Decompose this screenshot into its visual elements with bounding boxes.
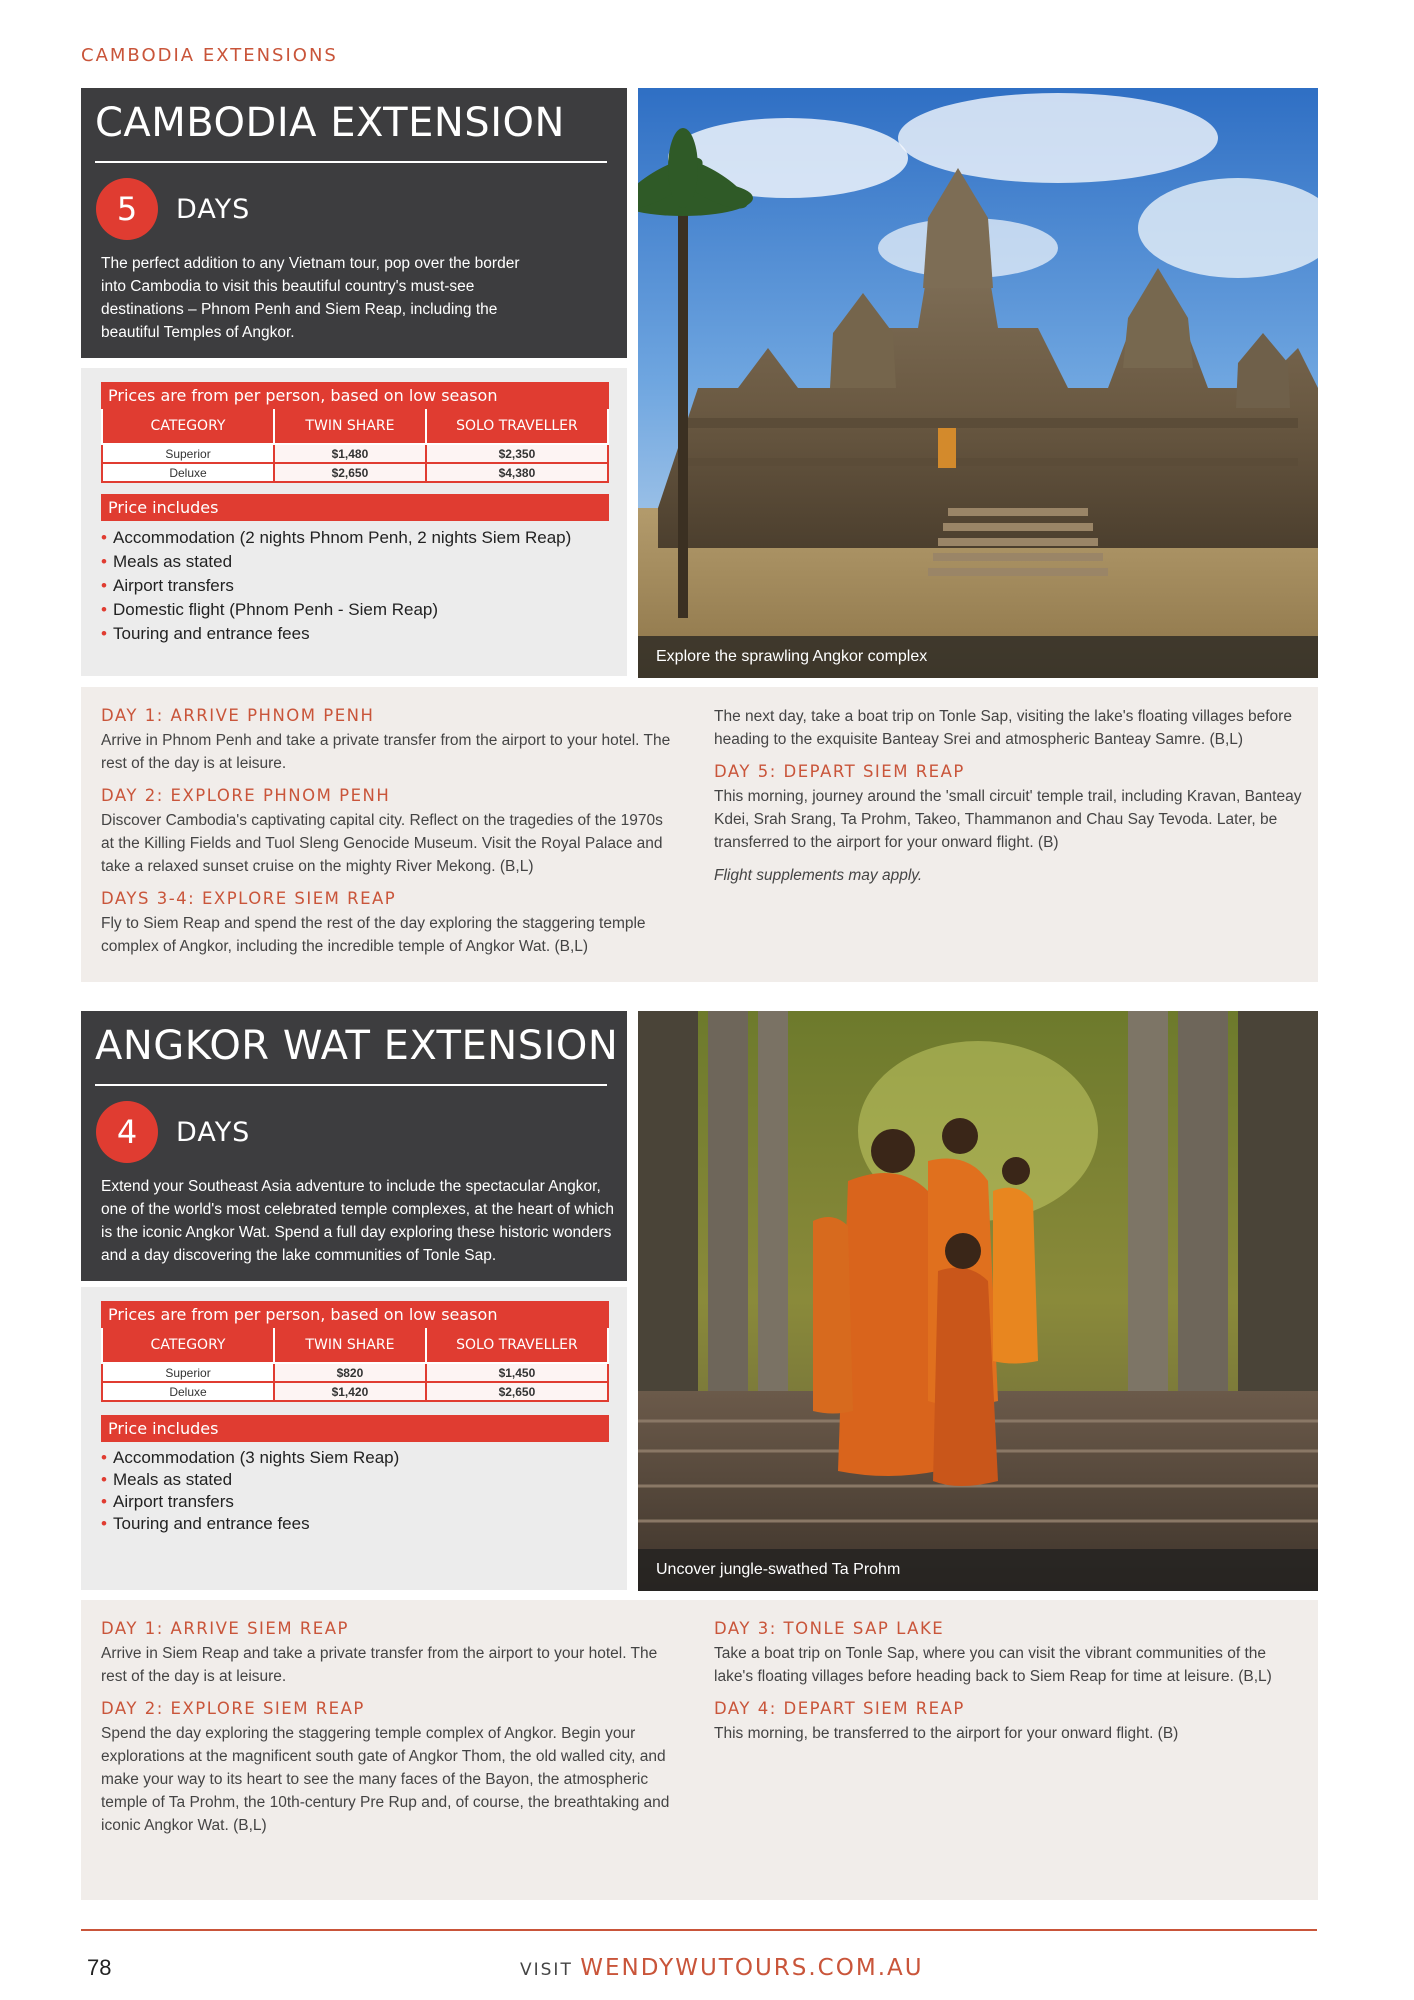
col-twin-share: TWIN SHARE (274, 1328, 426, 1363)
itinerary-right-column (714, 1618, 1304, 1755)
row-category: Deluxe (102, 1382, 274, 1401)
tour2-includes-heading: Price includes (101, 1415, 609, 1442)
list-item: • Touring and entrance fees (101, 622, 571, 646)
table-row (102, 444, 608, 463)
tour1-prices-heading: Prices are from per person, based on low season (101, 382, 609, 409)
itinerary-left-column (101, 1618, 686, 1847)
tour1-days-label: DAYS (176, 194, 251, 225)
itinerary-left-column (101, 705, 671, 968)
tour1-itinerary (81, 687, 1318, 982)
day-title: DAY 1: ARRIVE SIEM REAP (101, 1619, 349, 1638)
tour2-itinerary (81, 1600, 1318, 1900)
row-solo-price: $1,450 (426, 1363, 608, 1382)
day-text: The next day, take a boat trip on Tonle Sap, visiting the lake's floating villages before heading to the exquisite Banteay Srei and atmospheric Banteay Samre. (B,L) (714, 708, 1292, 748)
tour2-days-label: DAYS (176, 1117, 251, 1148)
row-category: Superior (102, 1363, 274, 1382)
tour2-title-rule (95, 1084, 607, 1086)
day-title: DAY 2: EXPLORE PHNOM PENH (101, 786, 391, 805)
row-solo-price: $4,380 (426, 463, 608, 482)
ta-prohm-monks-photo (638, 1011, 1318, 1591)
row-twin-price: $1,480 (274, 444, 426, 463)
day-text: Take a boat trip on Tonle Sap, where you can visit the vibrant communities of the lake's floating villages before heading back to Siem Reap for time at leisure. (B,L) (714, 1645, 1272, 1685)
list-item: • Airport transfers (101, 1491, 399, 1513)
day-title: DAY 1: ARRIVE PHNOM PENH (101, 706, 375, 725)
tour2-title-block (81, 1011, 627, 1281)
tour2-prices-heading: Prices are from per person, based on low season (101, 1301, 609, 1328)
tour2-includes-list (101, 1447, 399, 1535)
section-label: CAMBODIA EXTENSIONS (81, 45, 338, 66)
row-solo-price: $2,350 (426, 444, 608, 463)
page-number: 78 (87, 1955, 112, 1980)
col-solo-traveller: SOLO TRAVELLER (426, 1328, 608, 1363)
row-solo-price: $2,650 (426, 1382, 608, 1401)
day-title: DAY 5: DEPART SIEM REAP (714, 762, 965, 781)
footer-visit (520, 1955, 924, 1981)
itinerary-right-column (714, 705, 1304, 897)
tour1-title: CAMBODIA EXTENSION (95, 100, 565, 146)
day-text: This morning, be transferred to the airport for your onward flight. (B) (714, 1725, 1179, 1742)
table-header-row (102, 1328, 608, 1363)
day-text: This morning, journey around the 'small circuit' temple trail, including Kravan, Banteay Kdei, Srah Srang, Ta Prohm, Takeo, Thammanon and Chau Say Tevoda. Later, be transferred to the airport for your onward flight. (B) (714, 788, 1302, 851)
day-text: Discover Cambodia's captivating capital city. Reflect on the tragedies of the 1970s at the Killing Fields and Tuol Sleng Genocide Museum. Visit the Royal Palace and take a relaxed sunset cruise on the mighty River Mekong. (B,L) (101, 812, 663, 875)
row-category: Deluxe (102, 463, 274, 482)
list-item: • Domestic flight (Phnom Penh - Siem Reap) (101, 598, 571, 622)
list-item: • Accommodation (2 nights Phnom Penh, 2 nights Siem Reap) (101, 526, 571, 550)
day-title: DAY 3: TONLE SAP LAKE (714, 1619, 945, 1638)
day-text: Arrive in Siem Reap and take a private transfer from the airport to your hotel. The rest of the day is at leisure. (101, 1645, 658, 1685)
tour2-intro: Extend your Southeast Asia adventure to include the spectacular Angkor, one of the world's most celebrated temple complexes, at the heart of which is the iconic Angkor Wat. Spend a full day exploring these historic wonders and a day discovering the lake communities of Tonle Sap. (101, 1178, 615, 1264)
angkor-temple-photo (638, 88, 1318, 678)
col-category: CATEGORY (102, 409, 274, 444)
tour1-includes-list (101, 526, 571, 646)
tour1-price-table (101, 409, 609, 483)
tour2-price-table (101, 1328, 609, 1402)
day-title: DAY 4: DEPART SIEM REAP (714, 1699, 965, 1718)
temple-illustration (638, 88, 1318, 678)
table-header-row (102, 409, 608, 444)
table-row (102, 1382, 608, 1401)
row-twin-price: $820 (274, 1363, 426, 1382)
tour1-intro: The perfect addition to any Vietnam tour, pop over the border into Cambodia to visit this beautiful country's must-see destinations – Phnom Penh and Siem Reap, including the beautiful Temples of Angkor. (101, 255, 520, 341)
col-twin-share: TWIN SHARE (274, 409, 426, 444)
day-title: DAYS 3-4: EXPLORE SIEM REAP (101, 889, 397, 908)
tour2-price-panel (81, 1287, 627, 1590)
photo-caption: Explore the sprawling Angkor complex (638, 636, 1318, 678)
photo-caption: Uncover jungle-swathed Ta Prohm (638, 1549, 1318, 1591)
tour1-title-block (81, 88, 627, 358)
day-title: DAY 2: EXPLORE SIEM REAP (101, 1699, 365, 1718)
footer-divider (81, 1929, 1317, 1931)
list-item: • Meals as stated (101, 550, 571, 574)
list-item: • Accommodation (3 nights Siem Reap) (101, 1447, 399, 1469)
row-twin-price: $2,650 (274, 463, 426, 482)
monks-illustration (638, 1011, 1318, 1591)
day-text: Arrive in Phnom Penh and take a private transfer from the airport to your hotel. The rest of the day is at leisure. (101, 732, 671, 772)
col-solo-traveller: SOLO TRAVELLER (426, 409, 608, 444)
col-category: CATEGORY (102, 1328, 274, 1363)
row-category: Superior (102, 444, 274, 463)
flight-note: Flight supplements may apply. (714, 867, 923, 884)
website-link[interactable]: WENDYWUTOURS.COM.AU (580, 1955, 924, 1981)
tour1-price-panel (81, 368, 627, 676)
table-row (102, 463, 608, 482)
day-text: Fly to Siem Reap and spend the rest of the day exploring the staggering temple complex of Angkor, including the incredible temple of Angkor Wat. (B,L) (101, 915, 646, 955)
tour2-title: ANGKOR WAT EXTENSION (95, 1023, 619, 1069)
list-item: • Touring and entrance fees (101, 1513, 399, 1535)
table-row (102, 1363, 608, 1382)
list-item: • Airport transfers (101, 574, 571, 598)
list-item: • Meals as stated (101, 1469, 399, 1491)
tour1-title-rule (95, 161, 607, 163)
visit-label: VISIT (520, 1960, 573, 1980)
tour1-days-number: 5 (96, 178, 158, 240)
tour2-days-number: 4 (96, 1101, 158, 1163)
row-twin-price: $1,420 (274, 1382, 426, 1401)
day-text: Spend the day exploring the staggering temple complex of Angkor. Begin your explorations at the magnificent south gate of Angkor Thom, the old walled city, and make your way to its heart to see the many faces of the Bayon, the atmospheric temple of Ta Prohm, the 10th-century Pre Rup and, of course, the breathtaking and iconic Angkor Wat. (B,L) (101, 1725, 670, 1834)
tour1-includes-heading: Price includes (101, 494, 609, 521)
